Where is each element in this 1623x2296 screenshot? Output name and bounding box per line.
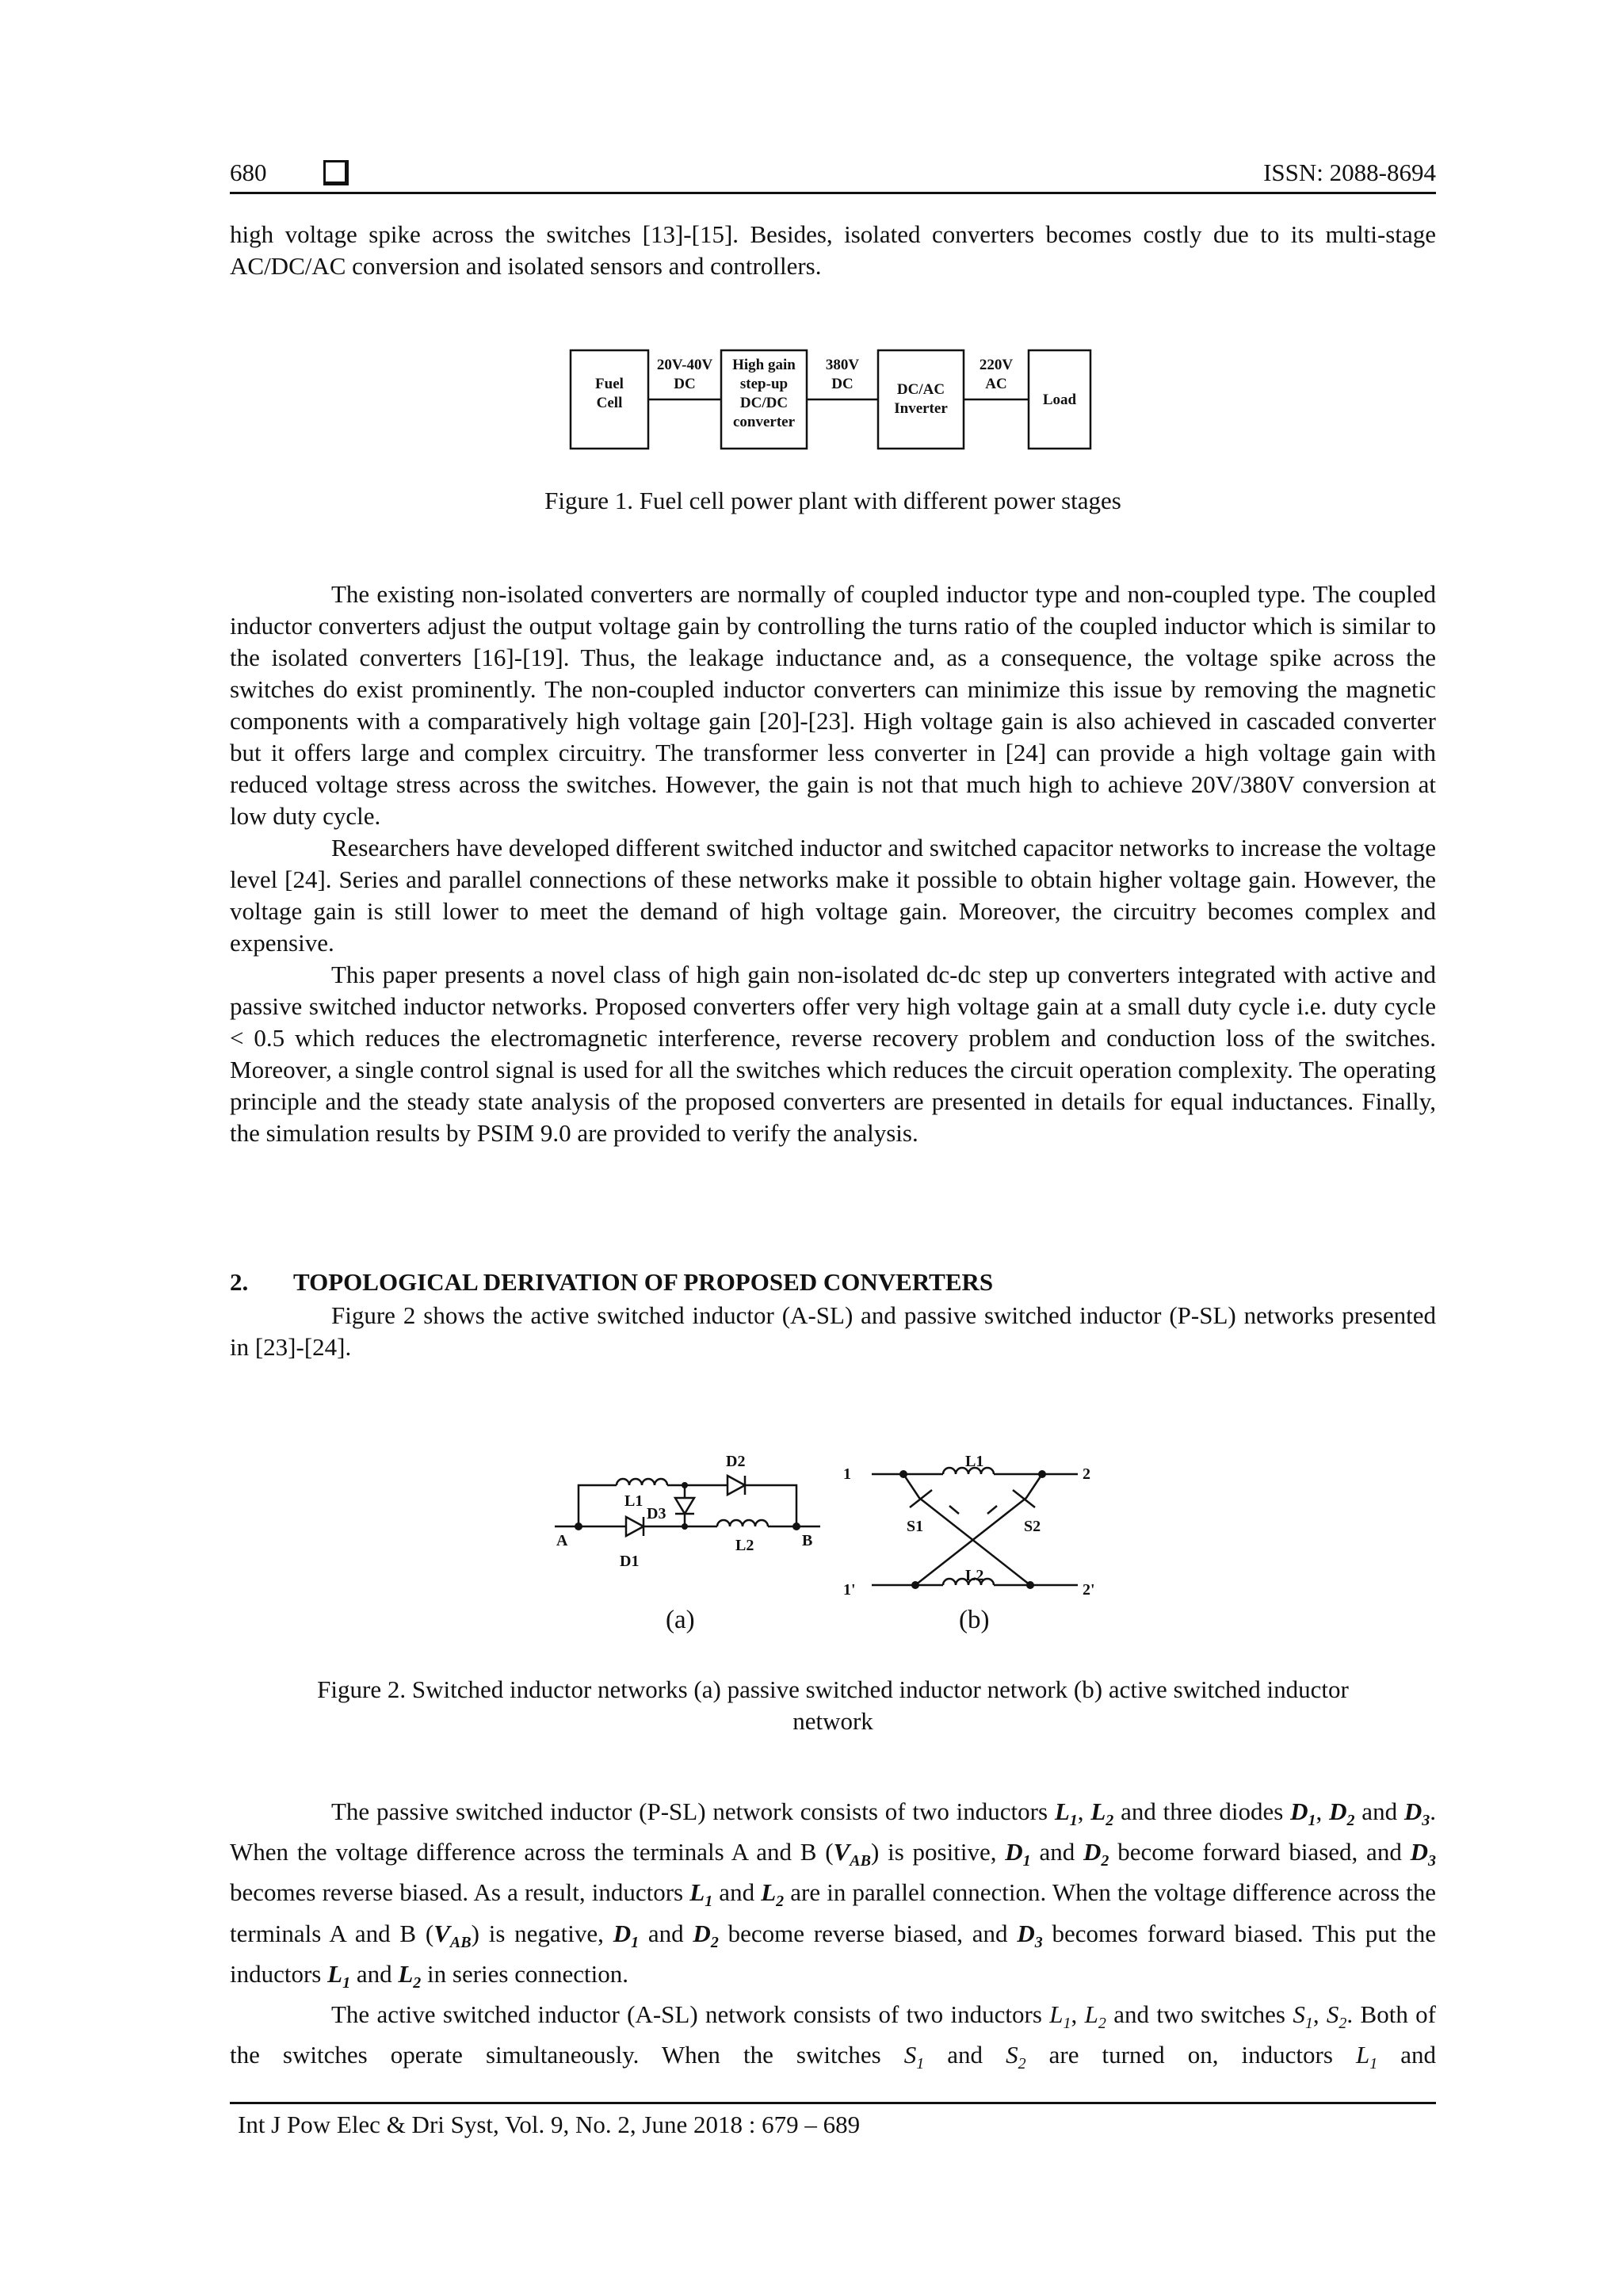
footer-rule xyxy=(230,2102,1436,2104)
page-footer: Int J Pow Elec & Dri Syst, Vol. 9, No. 2, June 2018 : 679 – 689 xyxy=(238,2111,861,2138)
label-d3: D3 xyxy=(647,1505,666,1522)
label-l2: L2 xyxy=(965,1567,984,1584)
figure-2-caption: Figure 2. Switched inductor networks (a) passive switched inductor network (b) active switched inductor network xyxy=(317,1675,1349,1735)
diode-d1 xyxy=(626,1517,643,1536)
page-header xyxy=(230,151,1436,198)
label-a: A xyxy=(556,1532,568,1549)
label-s1: S1 xyxy=(907,1518,924,1535)
link-type-3: AC xyxy=(985,376,1007,392)
link-type-2: DC xyxy=(831,376,854,392)
section-2-lead: Figure 2 shows the active switched inductor (A-SL) and passive switched inductor (P-SL) networks presented in [23]-[24]. xyxy=(230,1301,1436,1361)
converter-label-3: DC/DC xyxy=(739,395,789,411)
converter-label-1: High gain xyxy=(732,357,796,373)
issn: ISSN: 2088-8694 xyxy=(1263,159,1436,186)
page: 680 ISSN: 2088-8694 high voltage spike across the switches [13]-[15]. Besides, isolated converters becomes costly due to its multi-stage AC/DC/AC conversion and isolated sensors and controllers. Fuel Cell High gain step-up DC/DC converter DC/AC Inverter Load 20V-40V DC 380V DC 220V AC Figure 1. Fuel cell power plant with different power stages The existing non-isolated converters are normally of coupled inductor type and non-coupled type. The coupled inductor converters adjust the output voltage gain by controlling the turns ratio of the coupled inductor which is similar to the isolated converters [16]-[19]. Thus, the leakage inductance and, as a consequence, the voltage spike across the switches do exist prominently. The non-coupled inductor converters can minimize this issue by removing the magnetic components with a comparatively high voltage gain [20]-[23]. High voltage gain is also achieved in cascaded converter but it offers large and complex circuitry. The transformer less converter in [24] can provide a high voltage gain with reduced voltage stress across the switches. However, the gain is not that much high to achieve 20V/380V conversion at low duty cycle. Researchers have developed different switched inductor and switched capacitor networks to increase the voltage level [24]. Series and parallel connections of these networks make it possible to obtain higher voltage gain. However, the voltage gain is still lower to meet the demand of high voltage gain. Moreover, the circuitry becomes complex and expensive. This paper presents a novel class of high gain non-isolated dc-dc step up converters integrated with active and passive switched inductor networks. Proposed converters offer very high voltage gain at a small duty cycle i.e. duty cycle < 0.5 which reduces the electromagnetic interference, reverse recovery problem and conduction loss of the switches. Moreover, a single control signal is used for all the switches which reduces the circuit operation complexity. The operating principle and the steady state analysis of the proposed converters are presented in details for equal inductances. Finally, the simulation results by PSIM 9.0 are provided to verify the analysis. 2. TOPOLOGICAL DERIVATION OF PROPOSED CONVERTERS Figure 2 shows the active switched inductor (A-SL) and passive switched inductor (P-SL) networks presented in [23]-[24]. D2 L1 D3 A L2 B D1 1 L1 2 S1 S2 1' L2 2' (a) (b) Figure 2. Switched inductor networks (a) passive switched inductor network (b) active switched inductor network The passive switched inductor (P-SL) network consists of two inductors $L_1$, $L_2$ and three diodes $D_1$, $D_2$ and $D_3$. When the voltage difference across the terminals A and B $(V_{AB})$ is positive, $D_1$ and $D_2$ become forward biased, and $D_3$ becomes reverse biased. As a result, inductors $L_1$ and $L_2$ are in parallel connection. When the voltage difference across the terminals A and B $(V_{AB})$ is negative, $D_1$ and $D_2$ become reverse biased, and $D_3$ becomes forward biased. This put the inductors $L_1$ and $L_2$ in series connection. The active switched inductor (A-SL) network consists of two inductors $L_1$, $L_2$ and two switches $S_1$, $S_2$. Both of the switches operate simultaneously. When the switches $S_1$ and $S_2$ are turned on, inductors $L_1$ and Int J Pow Elec & Dri Syst, Vol. 9, No. 2, June 2018 : 679 – 689 xyxy=(0,0,1623,2296)
label-1: 1 xyxy=(843,1465,851,1483)
section-title: TOPOLOGICAL DERIVATION OF PROPOSED CONVERTERS xyxy=(293,1268,994,1296)
inverter-label-1: DC/AC xyxy=(896,381,945,398)
page-number: 680 xyxy=(230,159,267,186)
paragraph-1: The existing non-isolated converters are normally of coupled inductor type and non-coupled type. The coupled inductor converters adjust the output voltage gain by controlling the turns ratio of the coupled inductor which is similar to the isolated converters [16]-[19]. Thus, the leakage inductance and, as a consequence, the voltage spike across the switches do exist prominently. The non-coupled inductor converters can minimize this issue by removing the magnetic components with a comparatively high voltage gain [20]-[23]. High voltage gain is also achieved in cascaded converter but it offers large and complex circuitry. The transformer less converter in [24] can provide a high voltage gain with reduced voltage stress across the switches. However, the gain is not that much high to achieve 20V/380V conversion at low duty cycle. xyxy=(230,580,1436,830)
inductor-l1 xyxy=(617,1479,667,1485)
diode-d2 xyxy=(727,1476,745,1495)
figure-1-caption: Figure 1. Fuel cell power plant with different power stages xyxy=(544,487,1121,514)
inverter-block xyxy=(878,350,964,449)
section-number: 2. xyxy=(230,1268,249,1296)
label-2-prime: 2' xyxy=(1083,1581,1095,1599)
inverter-label-2: Inverter xyxy=(894,400,948,417)
psl-paragraph: The passive switched inductor (P-SL) network consists of two inductors $L_1$, $L_2$ and three diodes $D_1$, $D_2$ and $D_3$. When the voltage difference across the terminals A and B $(V_{AB})$ is positive, $D_1$ and $D_2$ become forward biased, and $D_3$ becomes reverse biased. As a result, inductors $L_1$ and $L_2$ are in parallel connection. When the voltage difference across the terminals A and B $(V_{AB})$ is negative, $D_1$ and $D_2$ become reverse biased, and $D_3$ becomes forward biased. This put the inductors $L_1$ and $L_2$ in series connection. xyxy=(230,1797,1437,1992)
label-2: 2 xyxy=(1083,1465,1090,1483)
figure-2a-passive-switched-inductor xyxy=(547,1442,832,1577)
figure-1-block-diagram xyxy=(555,341,1094,452)
paragraph-2: Researchers have developed different switched inductor and switched capacitor networks to increase the voltage level [24]. Series and parallel connections of these networks make it possible to obtain higher voltage gain. However, the voltage gain is still lower to meet the demand of high voltage gain. Moreover, the circuitry becomes complex and expensive. xyxy=(230,834,1436,957)
label-l2: L2 xyxy=(735,1537,754,1554)
fuel-cell-label-1: Fuel xyxy=(595,376,624,392)
paragraph-3: This paper presents a novel class of high gain non-isolated dc-dc step up converters integrated with active and passive switched inductor networks. Proposed converters offer very high voltage gain at a small duty cycle i.e. duty cycle < 0.5 which reduces the electromagnetic interference, reverse recovery problem and conduction loss of the switches. Moreover, a single control signal is used for all the switches which reduces the circuit operation complexity. The operating principle and the steady state analysis of the proposed converters are presented in details for equal inductances. Finally, the simulation results by PSIM 9.0 are provided to verify the analysis. xyxy=(230,961,1436,1147)
header-rule xyxy=(230,192,1436,194)
asl-paragraph: The active switched inductor (A-SL) network consists of two inductors $L_1$, $L_2$ and two switches $S_1$, $S_2$. Both of the switches operate simultaneously. When the switches $S_1$ and $S_2$ are turned on, inductors $L_1$ and xyxy=(230,2000,1437,2073)
converter-label-4: converter xyxy=(732,414,796,430)
link-voltage-3: 220V xyxy=(979,357,1014,373)
section-2-heading xyxy=(230,1268,1436,1297)
converter-label-2: step-up xyxy=(739,376,789,392)
link-voltage-1: 20V-40V xyxy=(656,357,713,373)
label-l1: L1 xyxy=(965,1453,984,1470)
link-type-1: DC xyxy=(674,376,696,392)
intro-text: high voltage spike across the switches [13]-[15]. Besides, isolated converters becomes costly due to its multi-stage AC/DC/AC conversion and isolated sensors and controllers. xyxy=(230,220,1436,280)
load-label: Load xyxy=(1042,392,1077,408)
fuel-cell-label-2: Cell xyxy=(596,395,623,411)
link-voltage-2: 380V xyxy=(825,357,860,373)
checkbox-glyph-icon xyxy=(323,160,349,185)
inductor-l2 xyxy=(717,1520,768,1526)
diode-d3 xyxy=(675,1498,694,1514)
label-b: B xyxy=(802,1532,813,1549)
figure-2b-label: (b) xyxy=(959,1606,990,1634)
body-paragraphs xyxy=(230,579,1436,1149)
label-d2: D2 xyxy=(726,1453,746,1470)
label-l1: L1 xyxy=(624,1492,643,1510)
figure-2b-active-switched-inductor xyxy=(840,1442,1102,1601)
label-1-prime: 1' xyxy=(843,1581,856,1599)
label-s2: S2 xyxy=(1024,1518,1041,1535)
psl-asl-paragraphs xyxy=(230,1796,1436,2111)
label-d1: D1 xyxy=(620,1553,640,1570)
